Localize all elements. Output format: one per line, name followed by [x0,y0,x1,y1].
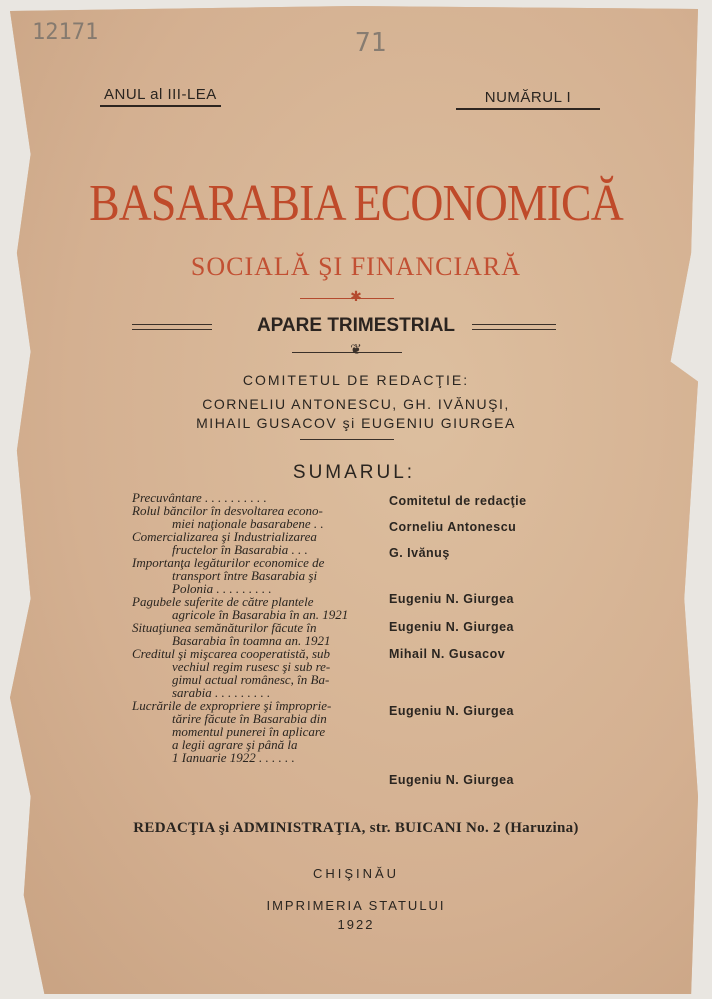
toc-item-1-author: Comitetul de redacţie [389,494,527,508]
toc-item-3-author: G. Ivănuş [389,546,450,560]
toc-item-8-author: Eugeniu N. Giurgea [389,773,514,787]
toc-item-5-author: Eugeniu N. Giurgea [389,620,514,634]
summary-heading: SUMARUL: [292,462,416,483]
flourish-icon: ❦ [350,343,362,358]
journal-title: BASARABIA ECONOMICĂ [89,175,623,232]
toc-item-1-title: Precuvântare . . . . . . . . . . [132,490,267,505]
issue-number-label: NUMĂRUL I [456,89,600,110]
toc-item-6-title: Situaţiunea semănăturilor făcute în Basarabia în toamna an. 1921 [132,620,331,648]
handwritten-page-mark: 71 [355,28,387,58]
imprint-printer: IMPRIMERIA STATULUI [266,898,446,913]
frequency-label: APARE TRIMESTRIAL [256,315,456,336]
committee-line-1: CORNELIU ANTONESCU, GH. IVĂNUŞI, [202,396,510,412]
imprint-year: 1922 [337,917,375,932]
imprint-city: CHIŞINĂU [312,866,400,881]
toc-item-7-author: Eugeniu N. Giurgea [389,704,514,718]
toc-item-2-title: Rolul băncilor în desvoltarea econo- miei naţionale basarabene . . [132,503,324,531]
toc-item-3-title: Comercializarea şi Industrializarea fructelor în Basarabia . . . [132,529,317,557]
toc-item-4-author: Eugeniu N. Giurgea [389,592,514,606]
double-rule-right [472,324,556,330]
toc-item-7-title: Creditul şi mişcarea cooperatistă, sub vechiul regim rusesc şi sub re- gimul actual românesc, în Ba- sarabia . . . . . . . . . [132,646,331,700]
committee-heading: COMITETUL DE REDACŢIE: [242,372,470,388]
journal-subtitle: SOCIALĂ ŞI FINANCIARĂ [190,252,522,281]
committee-line-2: MIHAIL GUSACOV şi EUGENIU GIURGEA [196,415,516,431]
toc-item-8-title: Lucrările de expropriere şi împroprie- tărire făcute în Basarabia din momentul punerei în aplicare a legii agrare şi până la 1 Ianuarie 1922 . . . . . . [132,698,332,765]
year-label: ANUL al III-LEA [100,86,221,107]
toc-item-2-author: Corneliu Antonescu [389,520,517,534]
toc-item-6-author: Mihail N. Gusacov [389,647,506,661]
divider-flourish-2 [300,439,394,440]
toc-item-4-title: Importanţa legăturilor economice de transport între Basarabia şi Polonia . . . . . . . . . [132,555,325,596]
toc-item-5-title: Pagubele suferite de către plantele agricole în Basarabia în an. 1921 [132,594,349,622]
editorial-address: REDACŢIA şi ADMINISTRAŢIA, str. BUICANI No. 2 (Haruzina) [133,820,579,836]
ornament-star-icon: ✱ [350,290,362,305]
handwritten-catalog-number: 12171 [32,20,99,45]
